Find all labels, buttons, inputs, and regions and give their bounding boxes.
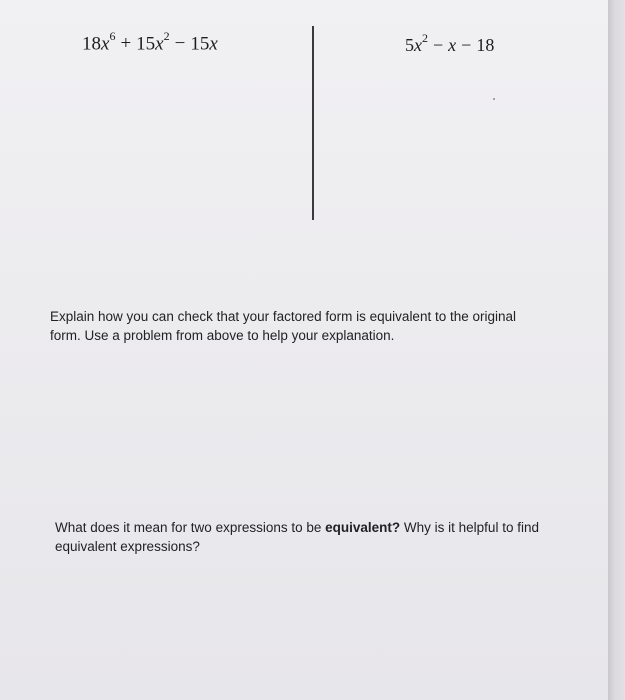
expression-1-exp-2: 2 — [163, 29, 170, 43]
expression-2-coef-1: 5 — [405, 35, 414, 55]
expression-1-coef-1: 18 — [82, 33, 101, 55]
expression-2-var-2: x — [448, 35, 457, 55]
expression-2 — [405, 33, 494, 56]
page-edge-background — [608, 0, 625, 700]
equivalent-meaning-line-2: equivalent expressions? — [55, 539, 200, 554]
equivalent-meaning-line-1 — [55, 518, 575, 537]
check-equivalence-line-2: form. Use a problem from above to help your explanation. — [50, 328, 395, 343]
equivalent-meaning-question — [55, 518, 575, 556]
check-equivalence-line-1: Explain how you can check that your factored form is equivalent to the original — [50, 309, 517, 324]
expression-1-var-3: x — [209, 33, 218, 55]
expression-1-op-2: − — [174, 33, 186, 55]
expression-1-var-1: x — [101, 33, 110, 55]
expression-1-var-2: x — [155, 33, 164, 55]
expression-2-exp-1: 2 — [422, 31, 428, 45]
expression-1-coef-2: 15 — [136, 33, 156, 55]
equivalent-meaning-text-start: What does it mean for two expressions to be — [55, 520, 326, 535]
expression-1-op-1: + — [120, 33, 132, 55]
expression-2-op-2: − — [461, 35, 472, 55]
expression-2-const-3: 18 — [476, 35, 495, 55]
expression-1-coef-3: 15 — [190, 33, 210, 55]
expression-2-var-1: x — [414, 35, 422, 55]
paper-speck — [493, 98, 495, 100]
expression-2-op-1: − — [433, 35, 444, 55]
column-divider — [312, 26, 314, 220]
equivalent-keyword: equivalent? — [325, 520, 401, 535]
equivalent-meaning-text-end: Why is it helpful to find — [400, 520, 539, 535]
expression-1-exp-1: 6 — [109, 29, 116, 43]
check-equivalence-question — [50, 307, 570, 345]
expression-1 — [82, 31, 218, 55]
